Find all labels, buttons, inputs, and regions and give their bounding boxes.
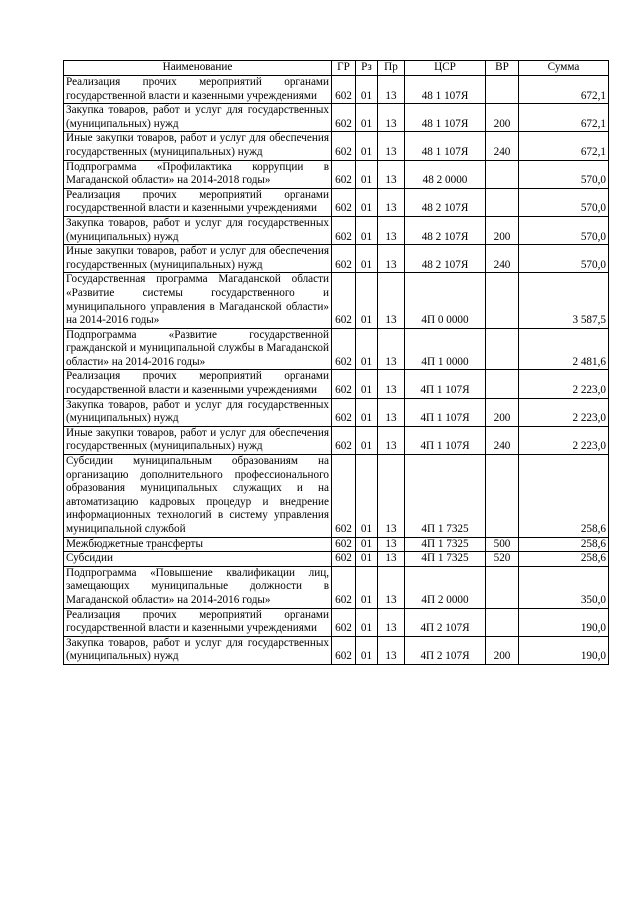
cell-pr: 13	[378, 636, 405, 664]
cell-rz: 01	[356, 104, 378, 132]
table-row	[64, 245, 609, 273]
cell-rz: 01	[356, 76, 378, 104]
cell-pr: 13	[378, 188, 405, 216]
cell-gr: 602	[332, 426, 356, 454]
cell-rz: 01	[356, 398, 378, 426]
cell-pr: 13	[378, 552, 405, 567]
cell-gr: 602	[332, 273, 356, 328]
cell-name: Реализация прочих мероприятий органами государственной власти и казенными учреждениями	[64, 608, 332, 636]
cell-pr: 13	[378, 132, 405, 160]
cell-gr: 602	[332, 398, 356, 426]
cell-pr: 13	[378, 245, 405, 273]
cell-sum: 2 481,6	[519, 328, 609, 370]
cell-name: Реализация прочих мероприятий органами государственной власти и казенными учреждениями	[64, 76, 332, 104]
cell-gr: 602	[332, 608, 356, 636]
cell-csr: 4П 1 107Я	[405, 370, 486, 398]
cell-csr: 4П 1 107Я	[405, 398, 486, 426]
cell-pr: 13	[378, 398, 405, 426]
cell-name: Закупка товаров, работ и услуг для государственных (муниципальных) нужд	[64, 398, 332, 426]
header-gr: ГР	[332, 61, 356, 76]
cell-vr	[486, 455, 519, 538]
cell-name: Подпрограмма «Развитие государственной гражданской и муниципальной службы в Магаданской области» на 2014-2016 годы»	[64, 328, 332, 370]
cell-sum: 258,6	[519, 552, 609, 567]
cell-csr: 4П 2 107Я	[405, 608, 486, 636]
cell-pr: 13	[378, 160, 405, 188]
cell-csr: 4П 1 7325	[405, 552, 486, 567]
cell-csr: 4П 1 7325	[405, 455, 486, 538]
table-row	[64, 455, 609, 538]
cell-name: Государственная программа Магаданской области «Развитие системы государственного и муниципального управления в Магаданской области» на 2014-2016 годы»	[64, 273, 332, 328]
cell-gr: 602	[332, 552, 356, 567]
cell-vr: 240	[486, 426, 519, 454]
header-pr: Пр	[378, 61, 405, 76]
table-row	[64, 566, 609, 608]
table-row	[64, 160, 609, 188]
cell-gr: 602	[332, 636, 356, 664]
cell-csr: 48 1 107Я	[405, 104, 486, 132]
cell-vr	[486, 273, 519, 328]
cell-vr: 200	[486, 398, 519, 426]
cell-rz: 01	[356, 273, 378, 328]
cell-sum: 350,0	[519, 566, 609, 608]
cell-sum: 2 223,0	[519, 370, 609, 398]
cell-rz: 01	[356, 636, 378, 664]
cell-gr: 602	[332, 328, 356, 370]
table-row	[64, 216, 609, 244]
cell-vr	[486, 370, 519, 398]
cell-gr: 602	[332, 455, 356, 538]
cell-gr: 602	[332, 566, 356, 608]
cell-rz: 01	[356, 608, 378, 636]
table-row	[64, 398, 609, 426]
cell-vr: 200	[486, 636, 519, 664]
cell-csr: 48 2 107Я	[405, 216, 486, 244]
cell-vr	[486, 608, 519, 636]
cell-sum: 190,0	[519, 608, 609, 636]
cell-pr: 13	[378, 455, 405, 538]
cell-rz: 01	[356, 566, 378, 608]
cell-gr: 602	[332, 104, 356, 132]
cell-csr: 4П 2 107Я	[405, 636, 486, 664]
cell-name: Иные закупки товаров, работ и услуг для обеспечения государственных (муниципальных) нужд	[64, 245, 332, 273]
table-row	[64, 608, 609, 636]
cell-gr: 602	[332, 160, 356, 188]
table-header-row	[64, 61, 609, 76]
table-row	[64, 426, 609, 454]
cell-pr: 13	[378, 537, 405, 552]
cell-pr: 13	[378, 104, 405, 132]
table-row	[64, 132, 609, 160]
budget-table	[63, 60, 609, 665]
cell-gr: 602	[332, 216, 356, 244]
cell-rz: 01	[356, 426, 378, 454]
cell-name: Реализация прочих мероприятий органами государственной власти и казенными учреждениями	[64, 370, 332, 398]
cell-pr: 13	[378, 426, 405, 454]
cell-name: Субсидии	[64, 552, 332, 567]
cell-name: Межбюджетные трансферты	[64, 537, 332, 552]
cell-name: Подпрограмма «Повышение квалификации лиц, замещающих муниципальные должности в Магаданской области» на 2014-2016 годы»	[64, 566, 332, 608]
cell-gr: 602	[332, 188, 356, 216]
cell-csr: 48 2 0000	[405, 160, 486, 188]
cell-csr: 48 1 107Я	[405, 76, 486, 104]
cell-name: Закупка товаров, работ и услуг для государственных (муниципальных) нужд	[64, 216, 332, 244]
cell-vr: 200	[486, 104, 519, 132]
cell-name: Иные закупки товаров, работ и услуг для обеспечения государственных (муниципальных) нужд	[64, 426, 332, 454]
cell-pr: 13	[378, 566, 405, 608]
cell-vr	[486, 328, 519, 370]
cell-pr: 13	[378, 328, 405, 370]
table-row	[64, 537, 609, 552]
cell-rz: 01	[356, 132, 378, 160]
cell-csr: 4П 0 0000	[405, 273, 486, 328]
cell-gr: 602	[332, 537, 356, 552]
cell-vr: 520	[486, 552, 519, 567]
table-row	[64, 328, 609, 370]
cell-vr: 200	[486, 216, 519, 244]
cell-vr: 240	[486, 245, 519, 273]
cell-vr: 240	[486, 132, 519, 160]
cell-name: Иные закупки товаров, работ и услуг для обеспечения государственных (муниципальных) нужд	[64, 132, 332, 160]
cell-sum: 570,0	[519, 245, 609, 273]
cell-rz: 01	[356, 160, 378, 188]
cell-pr: 13	[378, 216, 405, 244]
cell-sum: 570,0	[519, 216, 609, 244]
cell-gr: 602	[332, 76, 356, 104]
cell-name: Реализация прочих мероприятий органами государственной власти и казенными учреждениями	[64, 188, 332, 216]
cell-name: Закупка товаров, работ и услуг для государственных (муниципальных) нужд	[64, 104, 332, 132]
cell-csr: 4П 1 0000	[405, 328, 486, 370]
cell-name: Субсидии муниципальным образованиям на организацию дополнительного профессионального образования муниципальных служащих и на автоматизацию кадровых процедур и внедрение информационных технологий в систему управления муниципальной службой	[64, 455, 332, 538]
cell-sum: 672,1	[519, 76, 609, 104]
cell-sum: 2 223,0	[519, 398, 609, 426]
header-name: Наименование	[64, 61, 332, 76]
table-row	[64, 552, 609, 567]
cell-csr: 4П 1 7325	[405, 537, 486, 552]
cell-rz: 01	[356, 188, 378, 216]
cell-rz: 01	[356, 370, 378, 398]
cell-gr: 602	[332, 370, 356, 398]
header-sum: Сумма	[519, 61, 609, 76]
table-row	[64, 370, 609, 398]
cell-gr: 602	[332, 245, 356, 273]
cell-pr: 13	[378, 273, 405, 328]
cell-vr	[486, 566, 519, 608]
budget-table-page	[63, 60, 608, 665]
cell-name: Подпрограмма «Профилактика коррупции в Магаданской области» на 2014-2018 годы»	[64, 160, 332, 188]
cell-rz: 01	[356, 537, 378, 552]
header-csr: ЦСР	[405, 61, 486, 76]
cell-name: Закупка товаров, работ и услуг для государственных (муниципальных) нужд	[64, 636, 332, 664]
cell-vr	[486, 188, 519, 216]
cell-csr: 48 2 107Я	[405, 245, 486, 273]
header-rz: Рз	[356, 61, 378, 76]
cell-sum: 672,1	[519, 132, 609, 160]
cell-csr: 48 1 107Я	[405, 132, 486, 160]
cell-pr: 13	[378, 76, 405, 104]
cell-vr	[486, 160, 519, 188]
cell-vr	[486, 76, 519, 104]
cell-sum: 190,0	[519, 636, 609, 664]
cell-rz: 01	[356, 216, 378, 244]
cell-gr: 602	[332, 132, 356, 160]
cell-sum: 2 223,0	[519, 426, 609, 454]
table-row	[64, 76, 609, 104]
cell-rz: 01	[356, 455, 378, 538]
table-row	[64, 104, 609, 132]
cell-sum: 258,6	[519, 455, 609, 538]
cell-sum: 672,1	[519, 104, 609, 132]
cell-sum: 3 587,5	[519, 273, 609, 328]
cell-pr: 13	[378, 608, 405, 636]
cell-sum: 258,6	[519, 537, 609, 552]
cell-csr: 48 2 107Я	[405, 188, 486, 216]
cell-rz: 01	[356, 552, 378, 567]
header-vr: ВР	[486, 61, 519, 76]
cell-csr: 4П 1 107Я	[405, 426, 486, 454]
cell-sum: 570,0	[519, 160, 609, 188]
cell-sum: 570,0	[519, 188, 609, 216]
cell-pr: 13	[378, 370, 405, 398]
table-row	[64, 273, 609, 328]
cell-vr: 500	[486, 537, 519, 552]
table-row	[64, 188, 609, 216]
table-row	[64, 636, 609, 664]
cell-rz: 01	[356, 245, 378, 273]
cell-rz: 01	[356, 328, 378, 370]
cell-csr: 4П 2 0000	[405, 566, 486, 608]
